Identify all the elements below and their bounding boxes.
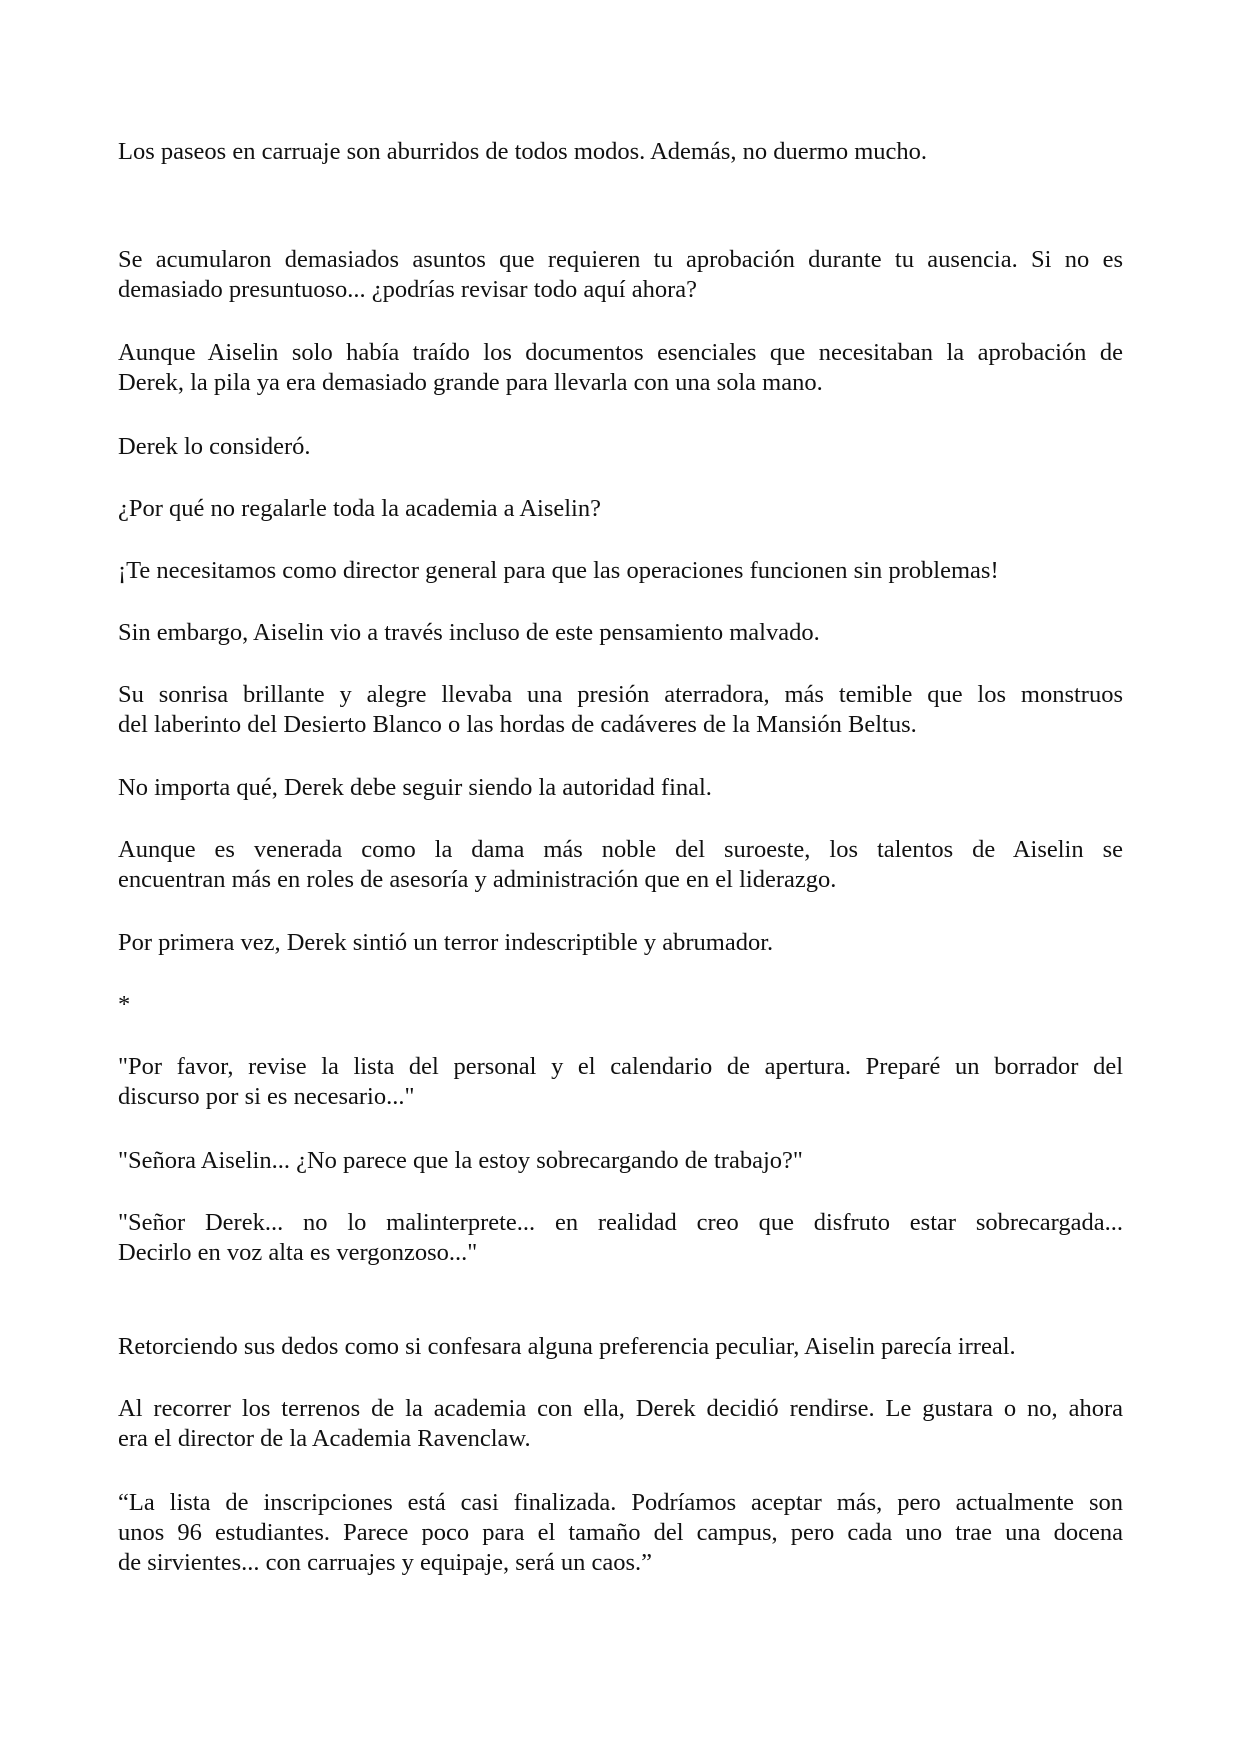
paragraph	[118, 1146, 1123, 1176]
text-line: ¡Te necesitamos como director general para que las operaciones funcionen sin problemas!	[118, 557, 999, 584]
text-line: ¿Por qué no regalarle toda la academia a Aiselin?	[118, 495, 601, 522]
text-line: "Por favor, revise la lista del personal y el calendario de apertura. Preparé un borrador del	[118, 1053, 1123, 1080]
text-line: era el director de la Academia Ravenclaw.	[118, 1425, 531, 1452]
text-line: Derek, la pila ya era demasiado grande para llevarla con una sola mano.	[118, 369, 823, 396]
text-line: Retorciendo sus dedos como si confesara alguna preferencia peculiar, Aiselin parecía irreal.	[118, 1333, 1016, 1360]
text-line: discurso por si es necesario..."	[118, 1083, 415, 1110]
text-line: del laberinto del Desierto Blanco o las hordas de cadáveres de la Mansión Beltus.	[118, 711, 917, 738]
text-line: Los paseos en carruaje son aburridos de todos modos. Además, no duermo mucho.	[118, 138, 928, 165]
text-line: de sirvientes... con carruajes y equipaje, será un caos.”	[118, 1549, 653, 1576]
text-line: "Señora Aiselin... ¿No parece que la estoy sobrecargando de trabajo?"	[118, 1147, 803, 1174]
text-line: Al recorrer los terrenos de la academia con ella, Derek decidió rendirse. Le gustara o no, ahora	[118, 1395, 1123, 1422]
text-line: Derek lo consideró.	[118, 433, 311, 460]
text-line: unos 96 estudiantes. Parece poco para el tamaño del campus, pero cada uno trae una docena	[118, 1519, 1123, 1546]
paragraph	[118, 1052, 1123, 1112]
text-line: Aunque es venerada como la dama más noble del suroeste, los talentos de Aiselin se	[118, 836, 1123, 863]
paragraph	[118, 1394, 1123, 1454]
text-line: “La lista de inscripciones está casi finalizada. Podríamos aceptar más, pero actualmente son	[118, 1489, 1123, 1516]
paragraph	[118, 773, 1123, 803]
paragraph	[118, 835, 1123, 895]
text-line: Por primera vez, Derek sintió un terror indescriptible y abrumador.	[118, 929, 774, 956]
paragraph	[118, 680, 1123, 740]
paragraph	[118, 338, 1123, 398]
text-line: demasiado presuntuoso... ¿podrías revisar todo aquí ahora?	[118, 276, 697, 303]
paragraph	[118, 137, 1123, 167]
paragraph	[118, 928, 1123, 958]
text-line: Aunque Aiselin solo había traído los documentos esenciales que necesitaban la aprobación de	[118, 339, 1123, 366]
text-line: Sin embargo, Aiselin vio a través incluso de este pensamiento malvado.	[118, 619, 820, 646]
scene-break	[118, 990, 1123, 1020]
paragraph	[118, 245, 1123, 305]
paragraph	[118, 618, 1123, 648]
text-line: Se acumularon demasiados asuntos que requieren tu aprobación durante tu ausencia. Si no es	[118, 246, 1123, 273]
text-line: encuentran más en roles de asesoría y administración que en el liderazgo.	[118, 866, 837, 893]
paragraph	[118, 556, 1123, 586]
text-line: Decirlo en voz alta es vergonzoso..."	[118, 1239, 478, 1266]
text-line: No importa qué, Derek debe seguir siendo la autoridad final.	[118, 774, 712, 801]
paragraph	[118, 1332, 1123, 1362]
paragraph	[118, 1488, 1123, 1578]
paragraph	[118, 432, 1123, 462]
text-line: Su sonrisa brillante y alegre llevaba una presión aterradora, más temible que los monstruos	[118, 681, 1123, 708]
text-line: *	[118, 991, 131, 1018]
paragraph	[118, 1208, 1123, 1268]
text-line: "Señor Derek... no lo malinterprete... en realidad creo que disfruto estar sobrecargada...	[118, 1209, 1123, 1236]
paragraph	[118, 494, 1123, 524]
